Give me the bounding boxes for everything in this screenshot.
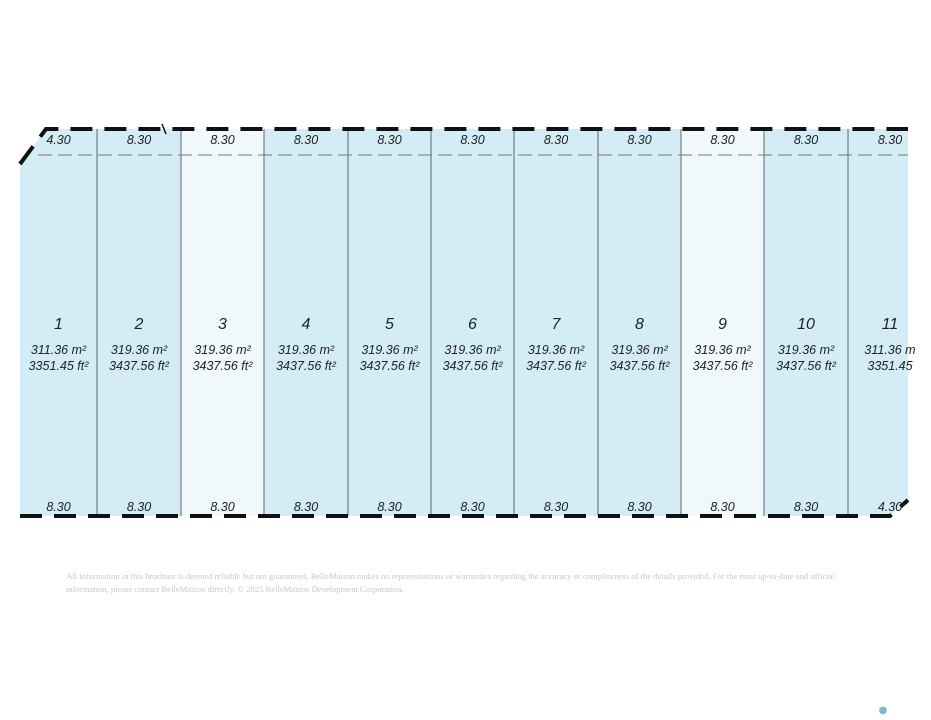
rear-dimension: 8.30: [793, 500, 819, 514]
lot-area-ft2: 3437.56 ft²: [192, 359, 253, 373]
lot-area-m2: 319.36 m²: [194, 343, 251, 357]
lot-area-m2: 319.36 m²: [444, 343, 501, 357]
front-dimension: 8.30: [793, 133, 819, 147]
lot-area-ft2: 3351.45 ft²: [28, 359, 89, 373]
lot-area-ft2: 3437.56 ft²: [359, 359, 420, 373]
front-dimension: 4.30: [46, 133, 71, 147]
lot-number: 4: [301, 316, 311, 333]
rear-dimension: 8.30: [627, 500, 652, 514]
rear-dimension: 8.30: [460, 500, 485, 514]
lot-area-m2: 319.36 m²: [361, 343, 418, 357]
lot-area-m2: 319.36 m²: [611, 343, 668, 357]
lot-number: 1: [54, 316, 63, 333]
location-pin-icon: ●: [878, 705, 888, 716]
lot-area-ft2: 3437.56 ft²: [109, 359, 169, 373]
lot-area-ft2: 3351.45: [867, 359, 913, 373]
disclaimer-text: All information in this brochure is deemed reliable but not guaranteed. BelleMaison makes no representations or warranties regarding the accuracy or completeness of the details provided. For the most up-to-date and official information, please contact BelleMaison directly. © 2025 BelleMaison Development Corporation.: [66, 571, 835, 594]
rear-dimension: 8.30: [710, 500, 735, 514]
lot-area-m2: 319.36 m²: [694, 343, 751, 357]
lot-area-m2: 319.36 m²: [777, 343, 835, 357]
lot-number: 7: [551, 316, 561, 333]
front-dimension: 8.30: [710, 133, 735, 147]
lot-number: 6: [468, 316, 477, 333]
rear-dimension: 8.30: [46, 500, 71, 514]
lot-area-ft2: 3437.56 ft²: [692, 359, 753, 373]
lot-number: 5: [385, 316, 394, 333]
lot-area-m2: 319.36 m²: [527, 343, 585, 357]
front-dimension: 8.30: [126, 133, 152, 147]
lot-number: 10: [797, 316, 815, 333]
front-dimension: 8.30: [877, 133, 903, 147]
front-dimension: 8.30: [377, 133, 402, 147]
lot-number: 11: [881, 316, 899, 333]
front-dimension: 8.30: [460, 133, 485, 147]
lot-number: 2: [134, 316, 144, 333]
front-dimension: 8.30: [293, 133, 319, 147]
lot-area-m2: 311.36 m²: [30, 343, 87, 357]
rear-dimension: 8.30: [293, 500, 319, 514]
lot-number: 3: [218, 316, 227, 333]
lot-number: 8: [635, 316, 644, 333]
lot-area-ft2: 3437.56 ft²: [526, 359, 586, 373]
lot-area-m2: 319.36 m²: [277, 343, 335, 357]
lot-area-ft2: 3437.56 ft²: [276, 359, 336, 373]
rear-dimension: 8.30: [377, 500, 402, 514]
lot-number: 9: [718, 316, 727, 333]
lot-area-ft2: 3437.56 ft²: [609, 359, 670, 373]
lot-11[interactable]: [848, 129, 908, 516]
lot-area-ft2: 3437.56 ft²: [776, 359, 836, 373]
rear-dimension: 8.30: [210, 500, 235, 514]
rear-dimension: 8.30: [543, 500, 569, 514]
lot-fills: [20, 129, 908, 516]
front-dimension: 8.30: [543, 133, 569, 147]
rear-dimension: 8.30: [126, 500, 152, 514]
rear-dimension: 4.30: [877, 500, 903, 514]
lot-area-ft2: 3437.56 ft²: [442, 359, 503, 373]
lot-area-m2: 319.36 m²: [110, 343, 168, 357]
front-dimension: 8.30: [627, 133, 652, 147]
front-dimension: 8.30: [210, 133, 235, 147]
lot-area-m2: 311.36 m: [864, 343, 916, 357]
